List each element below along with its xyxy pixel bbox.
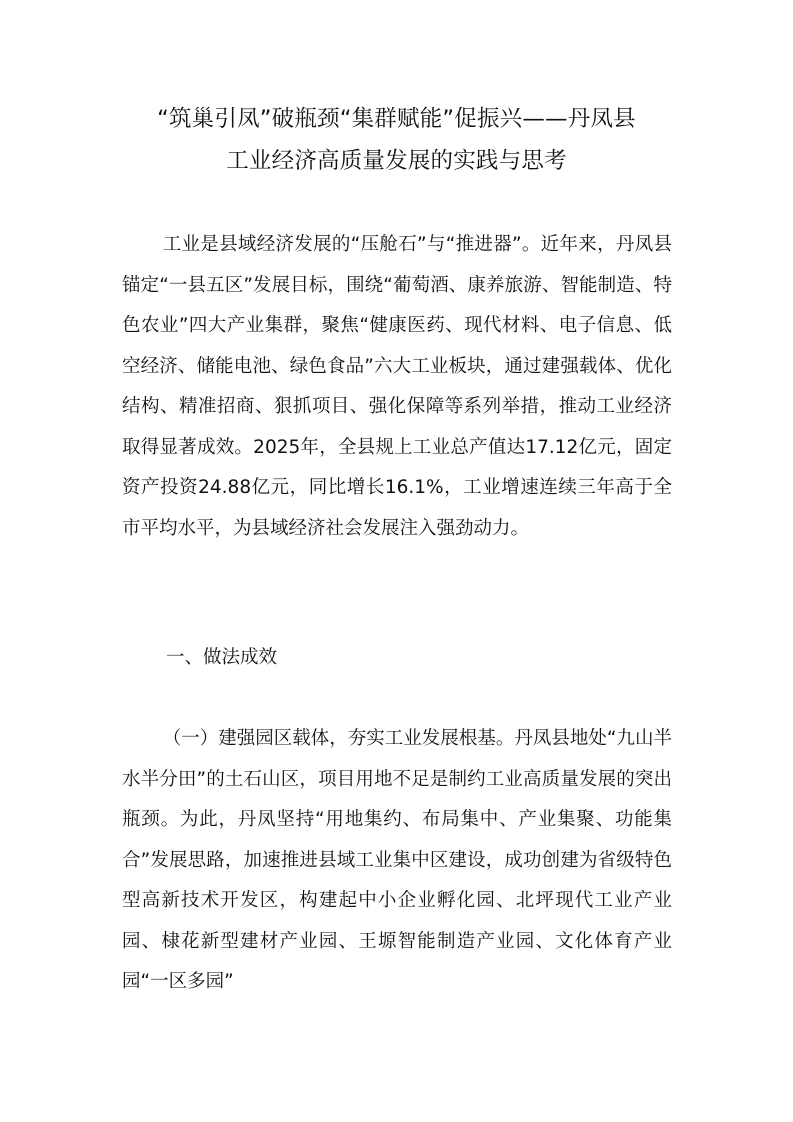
document-title-line-2: 工业经济高质量发展的实践与思考	[226, 148, 567, 174]
section-heading: 一、做法成效	[166, 647, 278, 668]
intro-paragraph: 工业是县域经济发展的“压舱石”与“推进器”。近年来，丹凤县锚定“一县五区”发展目标，围绕“葡萄酒、康养旅游、智能制造、特色农业”四大产业集群，聚焦“健康医药、现代材料、电子信息、低空经济、储能电池、绿色食品”六大工业板块，通过建强载体、优化结构、精准招商、狠抓项目、强化保障等系列举措，推动工业经济取得显著成效。2025年，全县规上工业总产值达17.12亿元，固定资产投资24.88亿元，同比增长16.1%，工业增速连续三年高于全市平均水平，为县域经济社会发展注入强劲动力。	[122, 234, 672, 539]
document-title-line-1: “筑巢引凤”破瓶颈“集群赋能”促振兴——丹凤县	[157, 106, 636, 132]
section-paragraph: （一）建强园区载体，夯实工业发展根基。丹凤县地处“九山半水半分田”的土石山区，项目用地不足是制约工业高质量发展的突出瓶颈。为此，丹凤坚持“用地集约、布局集中、产业集聚、功能集合”发展思路，加速推进县域工业集中区建设，成功创建为省级特色型高新技术开发区，构建起中小企业孵化园、北坪现代工业产业园、棣花新型建材产业园、王塬智能制造产业园、文化体育产业园“一区多园”	[122, 728, 672, 992]
